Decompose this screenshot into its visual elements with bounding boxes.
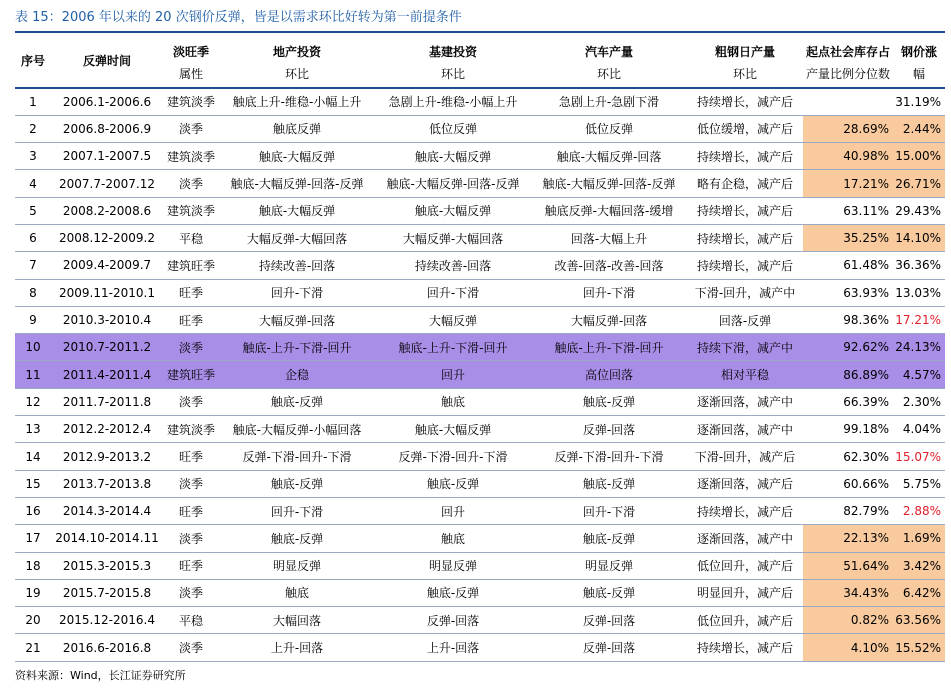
cell-seq: 8 — [15, 279, 51, 306]
cell-period: 2010.7-2011.2 — [51, 334, 163, 361]
cell-realestate: 触底-上升-下滑-回升 — [219, 334, 375, 361]
header-season-sub: 属性 — [163, 60, 219, 88]
cell-steel: 下滑-回升，减产后 — [687, 443, 803, 470]
cell-season: 平稳 — [163, 607, 219, 634]
cell-rise: 14.10% — [893, 224, 945, 251]
table-row — [15, 497, 945, 524]
cell-rise: 2.30% — [893, 388, 945, 415]
cell-seq: 4 — [15, 170, 51, 197]
cell-seq: 19 — [15, 579, 51, 606]
cell-infra: 急剧上升-维稳-小幅上升 — [375, 88, 531, 115]
cell-realestate: 企稳 — [219, 361, 375, 388]
cell-period: 2007.7-2007.12 — [51, 170, 163, 197]
cell-steel: 持续增长，减产后 — [687, 197, 803, 224]
cell-realestate: 明显反弹 — [219, 552, 375, 579]
cell-auto: 改善-回落-改善-回落 — [531, 252, 687, 279]
cell-realestate: 触底-反弹 — [219, 525, 375, 552]
cell-rise: 17.21% — [893, 306, 945, 333]
table-row — [15, 470, 945, 497]
cell-inventory: 61.48% — [803, 252, 893, 279]
cell-rise: 2.44% — [893, 115, 945, 142]
cell-seq: 17 — [15, 525, 51, 552]
cell-rise: 31.19% — [893, 88, 945, 115]
cell-rise: 5.75% — [893, 470, 945, 497]
table-row — [15, 416, 945, 443]
cell-rise: 26.71% — [893, 170, 945, 197]
cell-rise: 15.52% — [893, 634, 945, 661]
cell-season: 旺季 — [163, 443, 219, 470]
cell-season: 建筑旺季 — [163, 252, 219, 279]
cell-steel: 持续增长，减产后 — [687, 634, 803, 661]
cell-rise: 63.56% — [893, 607, 945, 634]
header-row-1 — [15, 33, 945, 60]
cell-rise: 13.03% — [893, 279, 945, 306]
cell-realestate: 触底-反弹 — [219, 388, 375, 415]
cell-season: 旺季 — [163, 279, 219, 306]
cell-auto: 回升-下滑 — [531, 497, 687, 524]
header-infra-sub: 环比 — [375, 60, 531, 88]
cell-season: 淡季 — [163, 388, 219, 415]
table-body — [15, 88, 945, 661]
cell-period: 2006.8-2006.9 — [51, 115, 163, 142]
cell-infra: 持续改善-回落 — [375, 252, 531, 279]
table-row — [15, 579, 945, 606]
cell-infra: 上升-回落 — [375, 634, 531, 661]
cell-seq: 2 — [15, 115, 51, 142]
header-rise: 钢价涨 — [900, 45, 937, 59]
cell-steel: 逐渐回落，减产中 — [687, 416, 803, 443]
table-row — [15, 525, 945, 552]
cell-period: 2008.12-2009.2 — [51, 224, 163, 251]
cell-auto: 反弹-回落 — [531, 416, 687, 443]
cell-realestate: 触底 — [219, 579, 375, 606]
cell-season: 淡季 — [163, 115, 219, 142]
cell-seq: 10 — [15, 334, 51, 361]
cell-season: 淡季 — [163, 525, 219, 552]
cell-steel: 持续增长，减产后 — [687, 88, 803, 115]
cell-rise: 36.36% — [893, 252, 945, 279]
cell-period: 2014.3-2014.4 — [51, 497, 163, 524]
cell-steel: 低位回升，减产后 — [687, 552, 803, 579]
table-row — [15, 143, 945, 170]
table-row — [15, 252, 945, 279]
header-infra: 基建投资 — [428, 45, 477, 59]
cell-steel: 回落-反弹 — [687, 306, 803, 333]
cell-seq: 7 — [15, 252, 51, 279]
cell-steel: 低位缓增，减产后 — [687, 115, 803, 142]
cell-season: 建筑淡季 — [163, 416, 219, 443]
cell-auto: 触底-反弹 — [531, 388, 687, 415]
cell-inventory: 86.89% — [803, 361, 893, 388]
cell-rise: 6.42% — [893, 579, 945, 606]
cell-infra: 触底-上升-下滑-回升 — [375, 334, 531, 361]
header-inventory-sub: 产量比例分位数 — [803, 60, 893, 88]
table-row — [15, 552, 945, 579]
cell-seq: 5 — [15, 197, 51, 224]
cell-infra: 回升 — [375, 497, 531, 524]
cell-steel: 持续增长，减产后 — [687, 143, 803, 170]
cell-realestate: 触底-反弹 — [219, 470, 375, 497]
cell-infra: 触底-大幅反弹-回落-反弹 — [375, 170, 531, 197]
table-row — [15, 197, 945, 224]
cell-auto: 触底-反弹 — [531, 470, 687, 497]
cell-season: 旺季 — [163, 497, 219, 524]
cell-rise: 1.69% — [893, 525, 945, 552]
cell-seq: 9 — [15, 306, 51, 333]
cell-seq: 16 — [15, 497, 51, 524]
cell-steel: 明显回升，减产后 — [687, 579, 803, 606]
cell-inventory: 17.21% — [803, 170, 893, 197]
header-steel: 粗钢日产量 — [714, 45, 775, 59]
cell-steel: 持续增长，减产后 — [687, 497, 803, 524]
cell-infra: 反弹-回落 — [375, 607, 531, 634]
cell-auto: 明显反弹 — [531, 552, 687, 579]
cell-infra: 明显反弹 — [375, 552, 531, 579]
header-auto-sub: 环比 — [531, 60, 687, 88]
cell-season: 淡季 — [163, 470, 219, 497]
cell-auto: 触底-上升-下滑-回升 — [531, 334, 687, 361]
cell-period: 2013.7-2013.8 — [51, 470, 163, 497]
cell-season: 淡季 — [163, 170, 219, 197]
header-rise-sub: 幅 — [893, 60, 945, 88]
cell-infra: 大幅反弹-大幅回落 — [375, 224, 531, 251]
cell-inventory — [803, 88, 893, 115]
cell-season: 旺季 — [163, 306, 219, 333]
cell-seq: 3 — [15, 143, 51, 170]
cell-realestate: 触底-大幅反弹 — [219, 143, 375, 170]
header-realestate-sub: 环比 — [219, 60, 375, 88]
header-inventory: 起点社会库存占 — [805, 45, 890, 59]
table-row — [15, 634, 945, 661]
cell-realestate: 回升-下滑 — [219, 279, 375, 306]
header-seq: 序号 — [15, 33, 51, 88]
cell-rise: 15.07% — [893, 443, 945, 470]
cell-realestate: 大幅回落 — [219, 607, 375, 634]
cell-infra: 触底 — [375, 525, 531, 552]
cell-season: 建筑淡季 — [163, 88, 219, 115]
cell-realestate: 触底-大幅反弹-回落-反弹 — [219, 170, 375, 197]
cell-auto: 触底-大幅反弹-回落-反弹 — [531, 170, 687, 197]
source-note: 资料来源：Wind，长江证券研究所 — [15, 669, 186, 682]
table-row — [15, 115, 945, 142]
cell-rise: 15.00% — [893, 143, 945, 170]
cell-seq: 18 — [15, 552, 51, 579]
cell-inventory: 60.66% — [803, 470, 893, 497]
cell-infra: 触底-反弹 — [375, 470, 531, 497]
cell-seq: 6 — [15, 224, 51, 251]
cell-infra: 回升 — [375, 361, 531, 388]
cell-auto: 急剧上升-急剧下滑 — [531, 88, 687, 115]
table-row — [15, 334, 945, 361]
cell-infra: 反弹-下滑-回升-下滑 — [375, 443, 531, 470]
cell-steel: 相对平稳 — [687, 361, 803, 388]
cell-period: 2008.2-2008.6 — [51, 197, 163, 224]
cell-inventory: 28.69% — [803, 115, 893, 142]
cell-inventory: 92.62% — [803, 334, 893, 361]
cell-realestate: 回升-下滑 — [219, 497, 375, 524]
cell-period: 2012.9-2013.2 — [51, 443, 163, 470]
cell-rise: 4.57% — [893, 361, 945, 388]
cell-seq: 12 — [15, 388, 51, 415]
cell-seq: 21 — [15, 634, 51, 661]
cell-seq: 15 — [15, 470, 51, 497]
cell-rise: 3.42% — [893, 552, 945, 579]
cell-period: 2011.4-2011.4 — [51, 361, 163, 388]
table-row — [15, 88, 945, 115]
cell-season: 淡季 — [163, 334, 219, 361]
cell-seq: 13 — [15, 416, 51, 443]
cell-seq: 11 — [15, 361, 51, 388]
steel-rebound-table — [15, 33, 945, 662]
cell-steel: 逐渐回落，减产中 — [687, 525, 803, 552]
cell-inventory: 63.93% — [803, 279, 893, 306]
cell-realestate: 大幅反弹-大幅回落 — [219, 224, 375, 251]
cell-seq: 20 — [15, 607, 51, 634]
header-season: 淡旺季 — [172, 45, 209, 59]
table-title: 表 15：2006 年以来的 20 次钢价反弹，皆是以需求环比好转为第一前提条件 — [15, 10, 462, 25]
cell-auto: 触底-反弹 — [531, 579, 687, 606]
cell-inventory: 98.36% — [803, 306, 893, 333]
cell-infra: 触底-大幅反弹 — [375, 416, 531, 443]
table-row — [15, 224, 945, 251]
cell-seq: 1 — [15, 88, 51, 115]
cell-auto: 反弹-回落 — [531, 607, 687, 634]
cell-steel: 低位回升，减产后 — [687, 607, 803, 634]
cell-infra: 大幅反弹 — [375, 306, 531, 333]
cell-period: 2010.3-2010.4 — [51, 306, 163, 333]
cell-rise: 4.04% — [893, 416, 945, 443]
cell-steel: 持续增长，减产后 — [687, 252, 803, 279]
cell-inventory: 22.13% — [803, 525, 893, 552]
cell-realestate: 上升-回落 — [219, 634, 375, 661]
cell-rise: 2.88% — [893, 497, 945, 524]
cell-steel: 下滑-回升，减产中 — [687, 279, 803, 306]
header-realestate: 地产投资 — [272, 45, 321, 59]
cell-inventory: 62.30% — [803, 443, 893, 470]
cell-inventory: 0.82% — [803, 607, 893, 634]
cell-infra: 触底-反弹 — [375, 579, 531, 606]
cell-rise: 29.43% — [893, 197, 945, 224]
cell-inventory: 99.18% — [803, 416, 893, 443]
table-row — [15, 279, 945, 306]
cell-season: 建筑旺季 — [163, 361, 219, 388]
table-row — [15, 607, 945, 634]
cell-period: 2014.10-2014.11 — [51, 525, 163, 552]
cell-period: 2015.7-2015.8 — [51, 579, 163, 606]
cell-inventory: 40.98% — [803, 143, 893, 170]
table-row — [15, 388, 945, 415]
cell-steel: 略有企稳，减产后 — [687, 170, 803, 197]
cell-season: 建筑淡季 — [163, 143, 219, 170]
cell-realestate: 触底-大幅反弹-小幅回落 — [219, 416, 375, 443]
cell-period: 2012.2-2012.4 — [51, 416, 163, 443]
table-row — [15, 170, 945, 197]
cell-realestate: 大幅反弹-回落 — [219, 306, 375, 333]
header-period: 反弹时间 — [51, 33, 163, 88]
cell-realestate: 触底上升-维稳-小幅上升 — [219, 88, 375, 115]
cell-infra: 触底-大幅反弹 — [375, 143, 531, 170]
cell-infra: 触底 — [375, 388, 531, 415]
cell-realestate: 持续改善-回落 — [219, 252, 375, 279]
cell-rise: 24.13% — [893, 334, 945, 361]
table-row — [15, 443, 945, 470]
cell-season: 淡季 — [163, 579, 219, 606]
cell-infra: 低位反弹 — [375, 115, 531, 142]
cell-inventory: 66.39% — [803, 388, 893, 415]
cell-steel: 持续增长，减产后 — [687, 224, 803, 251]
cell-auto: 触底-大幅反弹-回落 — [531, 143, 687, 170]
cell-auto: 触底反弹-大幅回落-缓增 — [531, 197, 687, 224]
cell-auto: 低位反弹 — [531, 115, 687, 142]
cell-auto: 触底-反弹 — [531, 525, 687, 552]
header-steel-sub: 环比 — [687, 60, 803, 88]
cell-infra: 回升-下滑 — [375, 279, 531, 306]
cell-auto: 反弹-下滑-回升-下滑 — [531, 443, 687, 470]
cell-auto: 回落-大幅上升 — [531, 224, 687, 251]
cell-auto: 反弹-回落 — [531, 634, 687, 661]
cell-season: 建筑淡季 — [163, 197, 219, 224]
header-auto: 汽车产量 — [584, 45, 633, 59]
cell-season: 淡季 — [163, 634, 219, 661]
cell-period: 2016.6-2016.8 — [51, 634, 163, 661]
table-row — [15, 306, 945, 333]
cell-seq: 14 — [15, 443, 51, 470]
cell-period: 2006.1-2006.6 — [51, 88, 163, 115]
cell-period: 2009.11-2010.1 — [51, 279, 163, 306]
cell-period: 2015.12-2016.4 — [51, 607, 163, 634]
cell-period: 2009.4-2009.7 — [51, 252, 163, 279]
cell-period: 2011.7-2011.8 — [51, 388, 163, 415]
cell-inventory: 4.10% — [803, 634, 893, 661]
cell-season: 平稳 — [163, 224, 219, 251]
cell-auto: 大幅反弹-回落 — [531, 306, 687, 333]
cell-realestate: 触底-大幅反弹 — [219, 197, 375, 224]
cell-season: 旺季 — [163, 552, 219, 579]
cell-period: 2007.1-2007.5 — [51, 143, 163, 170]
cell-inventory: 35.25% — [803, 224, 893, 251]
cell-steel: 逐渐回落，减产中 — [687, 388, 803, 415]
cell-realestate: 触底反弹 — [219, 115, 375, 142]
cell-inventory: 63.11% — [803, 197, 893, 224]
cell-auto: 回升-下滑 — [531, 279, 687, 306]
cell-inventory: 51.64% — [803, 552, 893, 579]
cell-period: 2015.3-2015.3 — [51, 552, 163, 579]
cell-steel: 持续下滑，减产中 — [687, 334, 803, 361]
table-row — [15, 361, 945, 388]
cell-infra: 触底-大幅反弹 — [375, 197, 531, 224]
cell-realestate: 反弹-下滑-回升-下滑 — [219, 443, 375, 470]
cell-inventory: 34.43% — [803, 579, 893, 606]
cell-auto: 高位回落 — [531, 361, 687, 388]
cell-inventory: 82.79% — [803, 497, 893, 524]
cell-steel: 逐渐回落，减产后 — [687, 470, 803, 497]
